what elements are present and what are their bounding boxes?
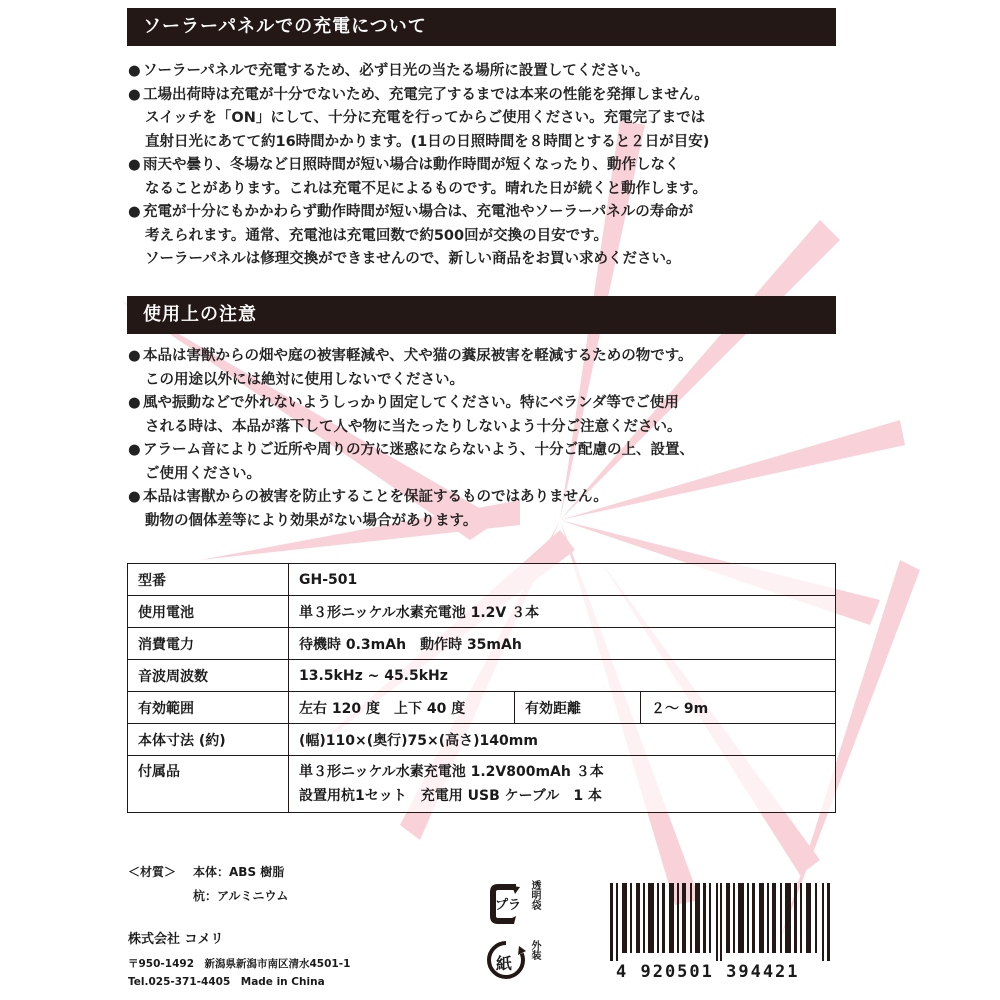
paper-side-label: 外装 [529,940,540,960]
table-row [128,628,836,660]
table-row [128,692,836,724]
solar-bullet-1: ● ソーラーパネルで充電するため、必ず日光の当たる場所に設置してください。 [128,60,843,84]
company-info [128,928,350,991]
spec-value: ２～ 9m [641,692,836,724]
spec-label: 有効範囲 [128,692,289,724]
bullet-dot-icon: ● [128,157,141,173]
material-body-key: 本体： [193,865,230,879]
barcode-icon [610,883,834,961]
spec-label: 音波周波数 [128,660,289,692]
bullet-dot-icon: ● [128,63,141,79]
caution-bullet-4: ● 本品は害獣からの被害を防止することを保証するものではありません。 動物の個体差等により効果がない場合があります。 [128,486,843,533]
caution-section-header: 使用上の注意 [127,296,836,334]
bullet-dot-icon: ● [128,86,141,103]
spec-label: 消費電力 [128,628,289,660]
spec-value: 単３形ニッケル水素充電池 1.2V ３本 [289,596,836,628]
spec-label: 型番 [128,564,289,596]
material-stake-value: アルミニウム [217,889,289,903]
spec-label: 付属品 [128,756,289,813]
caution-bullets [128,345,843,533]
spec-value: 左右 120 度 上下 40 度 [289,692,515,724]
spec-value: (幅)110×(奥行)75×(高さ)140mm [289,724,836,756]
table-row [128,724,836,756]
material-stake-key: 杭： [193,889,218,903]
caution-bullet-2: ● 風や振動などで外れないようしっかり固定してください。特にベランダ等でご使用 される時は、本品が落下して人や物に当たったりしないよう十分ご注意ください。 [128,392,843,439]
material-title: ＜材質＞ [128,865,177,879]
company-tel: Tel.025-371-4405 Made in China [128,976,325,988]
plastic-side-label: 透明袋 [529,880,540,910]
bullet-dot-icon: ● [128,489,141,505]
bullet-dot-icon: ● [128,395,141,411]
spec-value: GH-501 [289,564,836,596]
barcode-number: 4 920501 394421 [616,962,800,982]
plastic-recycle-mark [486,880,546,928]
company-name: 株式会社 コメリ [128,932,224,947]
solar-bullets [128,60,843,272]
spec-label: 使用電池 [128,596,289,628]
solar-bullet-2: ● 工場出荷時は充電が十分でないため、充電完了するまでは本来の性能を発揮しません。 スイッチを「ON」にして、十分に充電を行ってからご使用ください。充電完了までは 直射日光にあてて約16時間かかります。(1日の日照時間を８時間とすると２日が目安) [128,84,843,155]
spec-label: 有効距離 [515,692,641,724]
plastic-label: プラ [495,898,522,913]
table-row [128,756,836,813]
material-info [128,860,288,908]
spec-value: 単３形ニッケル水素充電池 1.2V800mAh ３本 設置用杭1セット 充電用 USB ケーブル 1 本 [289,756,836,813]
paper-recycle-mark [486,936,546,984]
table-row [128,596,836,628]
company-address: 〒950-1492 新潟県新潟市南区清水4501-1 [128,958,351,970]
material-body-value: ABS 樹脂 [229,865,285,879]
caution-bullet-3: ● アラーム音によりご近所や周りの方に迷惑にならないよう、十分ご配慮の上、設置、 ご使用ください。 [128,439,843,486]
spec-value: 待機時 0.3mAh 動作時 35mAh [289,628,836,660]
bullet-dot-icon: ● [128,442,141,458]
caution-bullet-1: ● 本品は害獣からの畑や庭の被害軽減や、犬や猫の糞尿被害を軽減するための物です。 この用途以外には絶対に使用しないでください。 [128,345,843,392]
solar-bullet-4: ● 充電が十分にもかかわらず動作時間が短い場合は、充電池やソーラーパネルの寿命が 考えられます。通常、充電池は充電回数で約500回が交換の目安です。 ソーラーパネルは修理交換ができませんので、新しい商品をお買い求めください。 [128,201,843,272]
spec-value: 13.5kHz ~ 45.5kHz [289,660,836,692]
spec-table [127,563,836,813]
table-row [128,660,836,692]
solar-section-header: ソーラーパネルでの充電について [127,8,836,46]
bullet-dot-icon: ● [128,204,141,220]
spec-label: 本体寸法 (約) [128,724,289,756]
bullet-dot-icon: ● [128,348,141,364]
paper-label: 紙 [496,954,513,973]
solar-bullet-3: ● 雨天や曇り、冬場など日照時間が短い場合は動作時間が短くなったり、動作しなく なることがあります。これは充電不足によるものです。晴れた日が続くと動作します。 [128,154,843,201]
table-row [128,564,836,596]
